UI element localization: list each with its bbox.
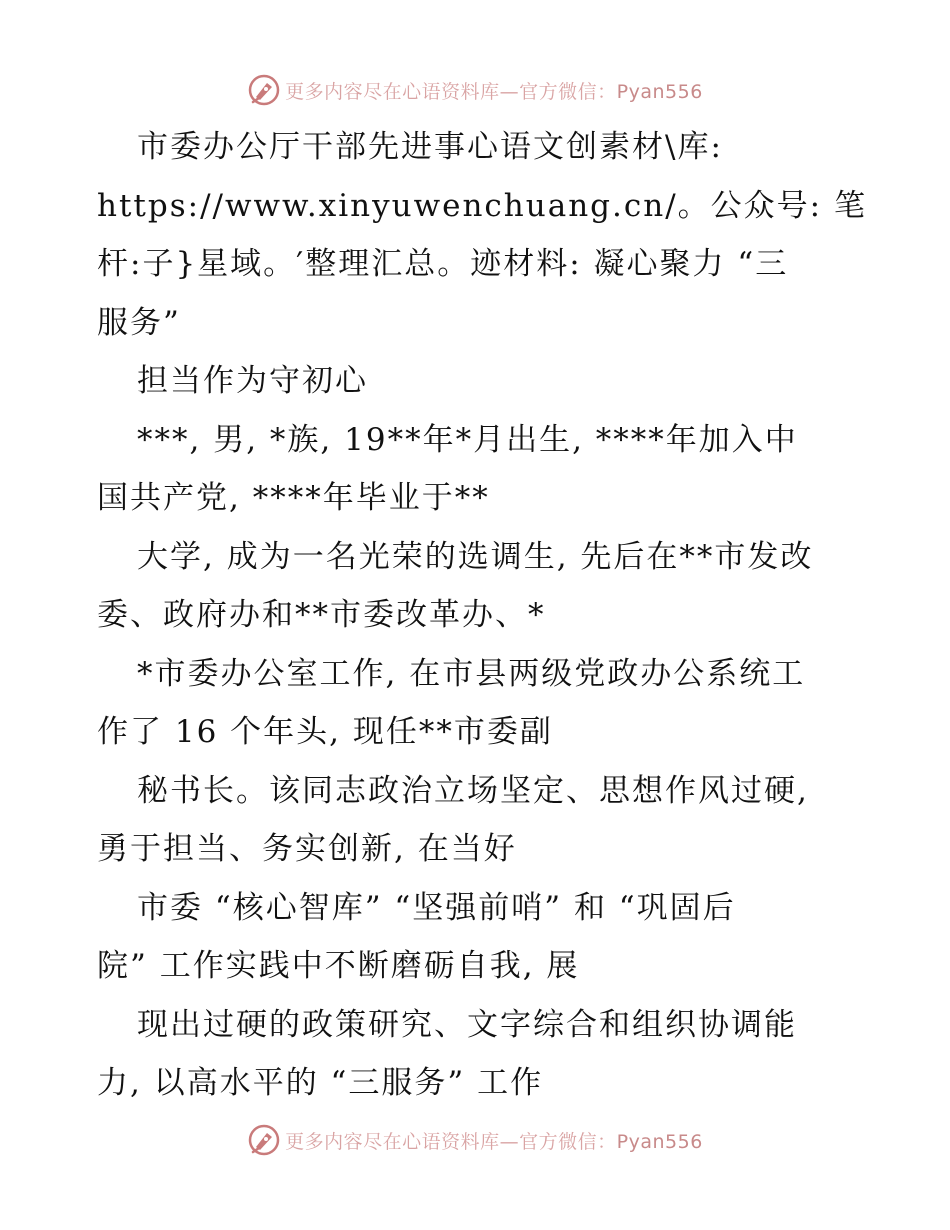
watermark-text — [285, 77, 703, 104]
watermark-label: 更多内容尽在心语资料库—官方微信： — [285, 80, 617, 103]
document-line: 秘书长。该同志政治立场坚定、思想作风过硬, — [137, 772, 809, 809]
watermark-wechat-id: Pyan556 — [616, 1130, 703, 1153]
document-line: 作了 16 个年头, 现任**市委副 — [97, 714, 553, 750]
document-line: https://www.xinyuwenchuang.cn/。公众号: 笔 — [97, 187, 867, 224]
document-line: 杆:子}星域。′整理汇总。迹材料: 凝心聚力 “三 — [97, 246, 789, 282]
document-text — [97, 118, 867, 1113]
pen-nib-icon — [247, 1123, 281, 1157]
document-line: 国共产党, ****年毕业于** — [97, 480, 490, 516]
header-watermark — [0, 70, 950, 110]
document-line: 服务” — [97, 304, 181, 341]
document-line: ***, 男, *族, 19**年*月出生, ****年加入中 — [137, 421, 798, 458]
document-line: 勇于担当、务实创新, 在当好 — [97, 831, 517, 867]
document-line: 市委办公厅干部先进事心语文创素材\库: — [137, 129, 723, 165]
watermark-text — [285, 1127, 703, 1154]
document-line: 现出过硬的政策研究、文字综合和组织协调能 — [137, 1006, 797, 1043]
watermark-label: 更多内容尽在心语资料库—官方微信： — [285, 1130, 617, 1153]
document-line: 市委 “核心智库” “坚强前哨” 和 “巩固后 — [137, 889, 736, 926]
document-line: 大学, 成为一名光荣的选调生, 先后在**市发改 — [137, 538, 814, 575]
watermark-wechat-id: Pyan556 — [616, 80, 703, 103]
document-line: 力, 以高水平的 “三服务” 工作 — [97, 1065, 544, 1101]
document-line: 委、政府办和**市委改革办、* — [97, 597, 546, 633]
pen-nib-icon — [247, 73, 281, 107]
footer-watermark — [0, 1120, 950, 1160]
document-line: 担当作为守初心 — [137, 363, 368, 399]
document-line: 院” 工作实践中不断磨砺自我, 展 — [97, 948, 580, 984]
document-line: *市委办公室工作, 在市县两级党政办公系统工 — [137, 655, 806, 692]
document-body — [97, 118, 867, 1113]
